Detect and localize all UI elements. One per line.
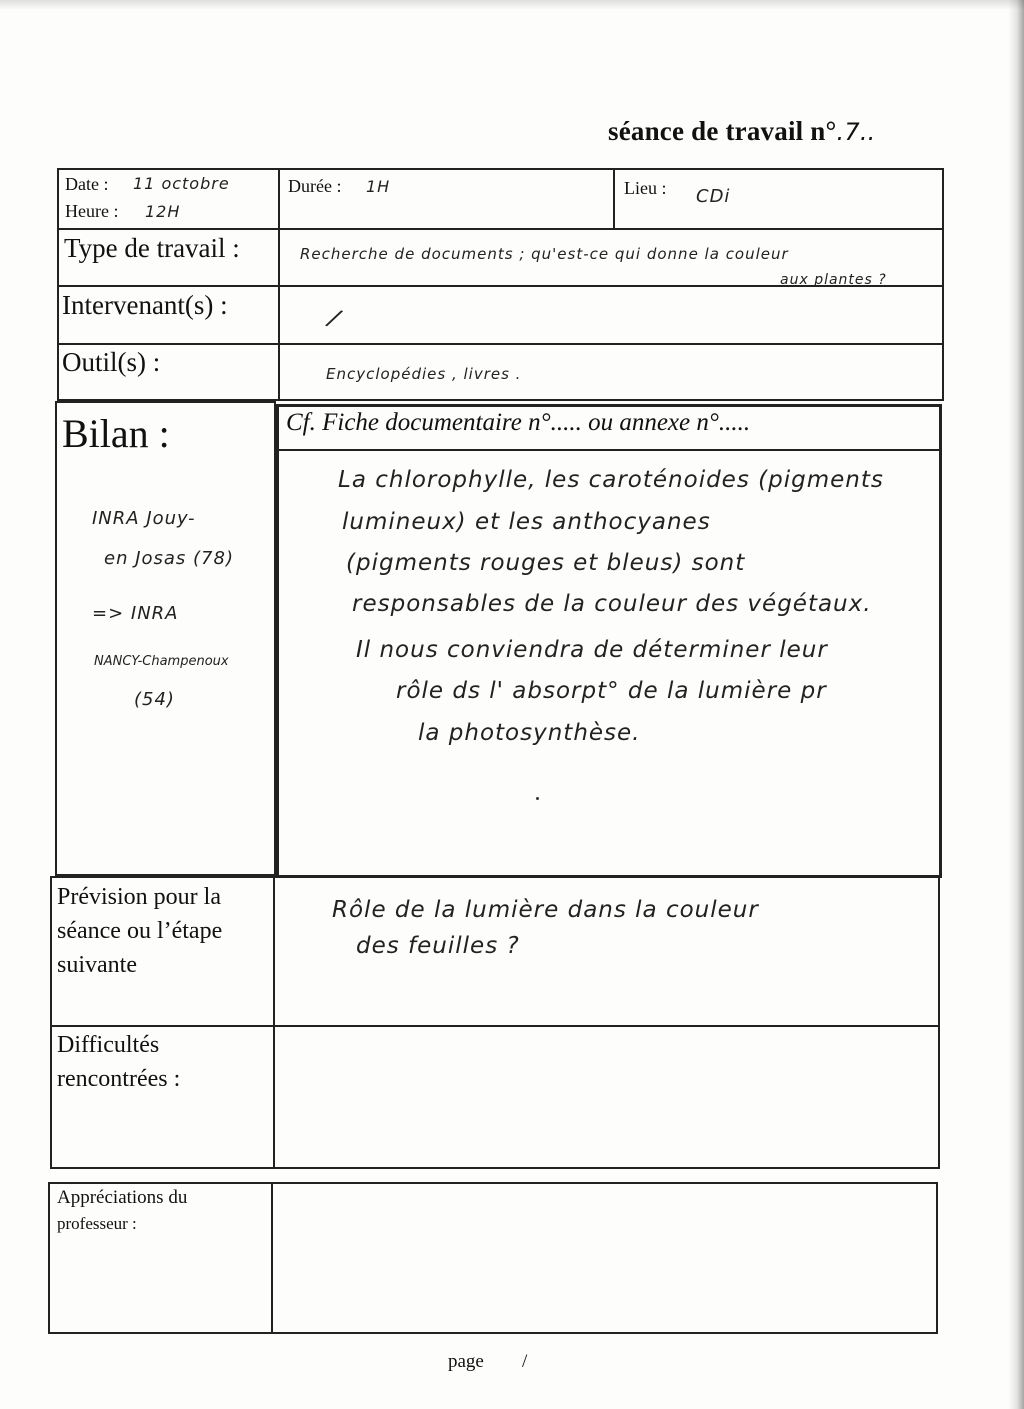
forecast-value-cont: des feuilles ? — [356, 933, 520, 959]
forecast-value: Rôle de la lumière dans la couleur — [332, 897, 759, 923]
difficulties-label-line: rencontrées : — [57, 1066, 181, 1092]
session-number: .7.. — [836, 118, 876, 146]
tools-label: Outil(s) : — [62, 347, 161, 377]
row-divider — [57, 343, 944, 345]
side-note-line: en Josas (78) — [104, 548, 234, 569]
bilan-text-line: responsables de la couleur des végétaux. — [352, 591, 872, 617]
bilan-text-line: lumineux) et les anthocyanes — [342, 509, 711, 535]
bilan-text-line: La chlorophylle, les caroténoides (pigments — [338, 467, 884, 493]
forecast-label — [57, 880, 222, 982]
side-note-line: NANCY-Champenoux — [94, 654, 229, 669]
pen-dot — [536, 797, 539, 800]
teacher-feedback-label-line: Appréciations du — [57, 1187, 188, 1208]
duration-label: Durée : — [288, 176, 342, 196]
bilan-text-line: la photosynthèse. — [418, 720, 641, 746]
side-note-line: => INRA — [92, 603, 179, 624]
side-note-line: INRA Jouy- — [92, 508, 196, 529]
date-value: 11 octobre — [133, 174, 230, 193]
scan-edge-shadow — [1008, 0, 1024, 1409]
bilan-text-line: (pigments rouges et bleus) sont — [346, 550, 746, 576]
difficulties-label — [57, 1028, 180, 1096]
side-note-line: (54) — [134, 689, 175, 710]
teacher-feedback-label — [57, 1185, 187, 1237]
column-divider — [278, 168, 280, 401]
speakers-value: / — [325, 303, 344, 333]
work-type-value-cont: aux plantes ? — [780, 272, 887, 288]
time-value: 12H — [145, 202, 181, 221]
forecast-label-line: séance ou l’étape — [57, 918, 223, 944]
row-divider — [50, 1025, 940, 1027]
tools-value: Encyclopédies , livres . — [326, 365, 522, 383]
page-label: page — [448, 1351, 484, 1372]
session-title-text: séance de travail n° — [608, 116, 837, 146]
bilan-text-line: rôle ds l' absorpt° de la lumière pr — [396, 678, 827, 704]
difficulties-label-line: Difficultés — [57, 1032, 160, 1058]
place-label: Lieu : — [624, 178, 667, 198]
column-divider — [271, 1182, 273, 1334]
work-type-label: Type de travail : — [64, 233, 240, 263]
speakers-label: Intervenant(s) : — [62, 290, 228, 320]
work-type-value: Recherche de documents ; qu'est-ce qui donne la couleur — [300, 245, 789, 263]
date-label: Date : — [65, 174, 109, 194]
bilan-text-line: Il nous conviendra de déterminer leur — [356, 637, 828, 663]
forecast-label-line: suivante — [57, 952, 137, 978]
bilan-reference-divider — [276, 449, 942, 451]
bilan-section — [55, 401, 276, 876]
teacher-feedback-label-line: professeur : — [57, 1214, 137, 1233]
place-value: CDi — [696, 186, 731, 207]
duration-value: 1H — [366, 177, 391, 196]
scan-top-shadow — [0, 0, 1024, 10]
page-number: / — [522, 1351, 528, 1372]
forecast-label-line: Prévision pour la — [57, 884, 221, 910]
bilan-reference: Cf. Fiche documentaire n°..... ou annexe n°..... — [286, 409, 751, 436]
column-divider — [613, 168, 615, 228]
column-divider — [273, 876, 275, 1169]
bilan-label: Bilan : — [62, 411, 170, 456]
session-title — [608, 116, 876, 147]
row-divider — [57, 228, 944, 230]
time-label: Heure : — [65, 201, 119, 221]
